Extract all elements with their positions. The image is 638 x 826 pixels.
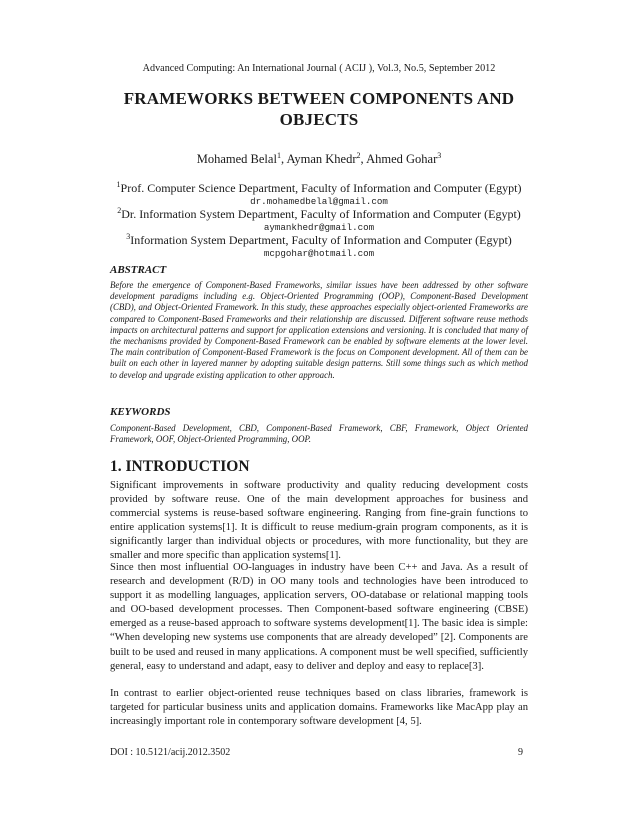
body-paragraph: Since then most influential OO-languages in industry have been C++ and Java. As a result of research and development (R/D) in OO many tools and technologies have been introduced to support it as modelling languages, application servers, OO-database or relational mapping tools and OO-based development processes. Then Component-based software engineering (CBSE) emerged as a reuse-based approach to software systems development[1]. The basic idea is simple: “When developing new systems use components that are already developed” [2]. Components are built to be used and reused in many applications. A component must be well specified, sufficiently general, easy to understand and adapt, easy to deliver and deploy and easy to replace[3]. xyxy=(110,562,528,672)
affiliation xyxy=(0,180,638,196)
author-name: Ahmed Gohar xyxy=(366,152,438,167)
affiliation xyxy=(0,232,638,248)
keywords-heading: KEYWORDS xyxy=(110,406,171,418)
affiliation-mark: 1 xyxy=(116,180,121,189)
author-name: Mohamed Belal xyxy=(196,152,277,167)
doi-footer: DOI : 10.5121/acij.2012.3502 xyxy=(110,747,231,758)
affiliation xyxy=(0,206,638,222)
section-heading-introduction: 1. INTRODUCTION xyxy=(110,458,250,475)
abstract-text: Before the emergence of Component-Based Frameworks, similar issues have been addressed by other software development paradigms including e.g. Object-Oriented Programming (OOP), Component-Based Development (CBD), and Object-Oriented Framework. In this study, these approaches especially object-oriented Frameworks are compared to Component-Based Frameworks and their relationship are discussed. Different software reuse methods impacts on architectural patterns and support for application extensions and versioning. It is concluded that many of the mechanisms provided by Component-Based Framework can be enabled by software elements at the lower level. The main contribution of Component-Based Framework is the focus on Component development. All of them can be built on each other in layered manner by adopting suitable design patterns. Still some things such as which method to develop and upgrade existing application to other approach. xyxy=(110,280,528,380)
author-email: mcpgohar@hotmail.com xyxy=(263,248,375,259)
running-head: Advanced Computing: An International Journal ( ACIJ ), Vol.3, No.5, September 2012 xyxy=(142,63,496,74)
author-email: aymankhedr@gmail.com xyxy=(263,222,375,233)
author-mark: 1 xyxy=(276,151,281,160)
affiliation-mark: 3 xyxy=(126,232,131,241)
page-number: 9 xyxy=(518,747,523,758)
affiliation-mark: 2 xyxy=(117,206,122,215)
author-line: Mohamed Belal$^1$, Ayman Khedr$^2$, Ahmed Gohar$^3$ xyxy=(196,151,442,167)
author-email: dr.mohamedbelal@gmail.com xyxy=(250,196,388,207)
body-paragraph: Significant improvements in software productivity and quality reducing development costs provided by software reuse. One of the main development approaches for business and commercial systems is reuse-based software engineering. Ranging from fine-grain functions to entire application systems[1]. It is difficult to reuse medium-grain program components, as it is significantly larger than individual objects or procedures, with more functionality, but they are smaller and more specific than application systems[1]. xyxy=(110,480,528,562)
author-name: Ayman Khedr xyxy=(286,152,357,167)
author-mark: 3 xyxy=(437,151,442,160)
paper-title: FRAMEWORKS BETWEEN COMPONENTS AND OBJECTS xyxy=(123,89,515,129)
author-mark: 2 xyxy=(356,151,361,160)
body-paragraph: In contrast to earlier object-oriented reuse techniques based on class libraries, framework is targeted for particular business units and application domains. Frameworks like MacApp play an increasingly important role in contemporary software development [4, 5]. xyxy=(110,688,528,728)
keywords-text: Component-Based Development, CBD, Component-Based Framework, CBF, Framework, Object Oriented Framework, OOF, Object-Oriented Programming, OOP. xyxy=(110,423,528,445)
abstract-heading: ABSTRACT xyxy=(110,264,167,276)
affiliation-text: Prof. Computer Science Department, Faculty of Information and Computer (Egypt) xyxy=(120,181,522,195)
affiliation-text: Information System Department, Faculty of Information and Computer (Egypt) xyxy=(130,233,512,247)
affiliation-text: Dr. Information System Department, Faculty of Information and Computer (Egypt) xyxy=(121,207,521,221)
